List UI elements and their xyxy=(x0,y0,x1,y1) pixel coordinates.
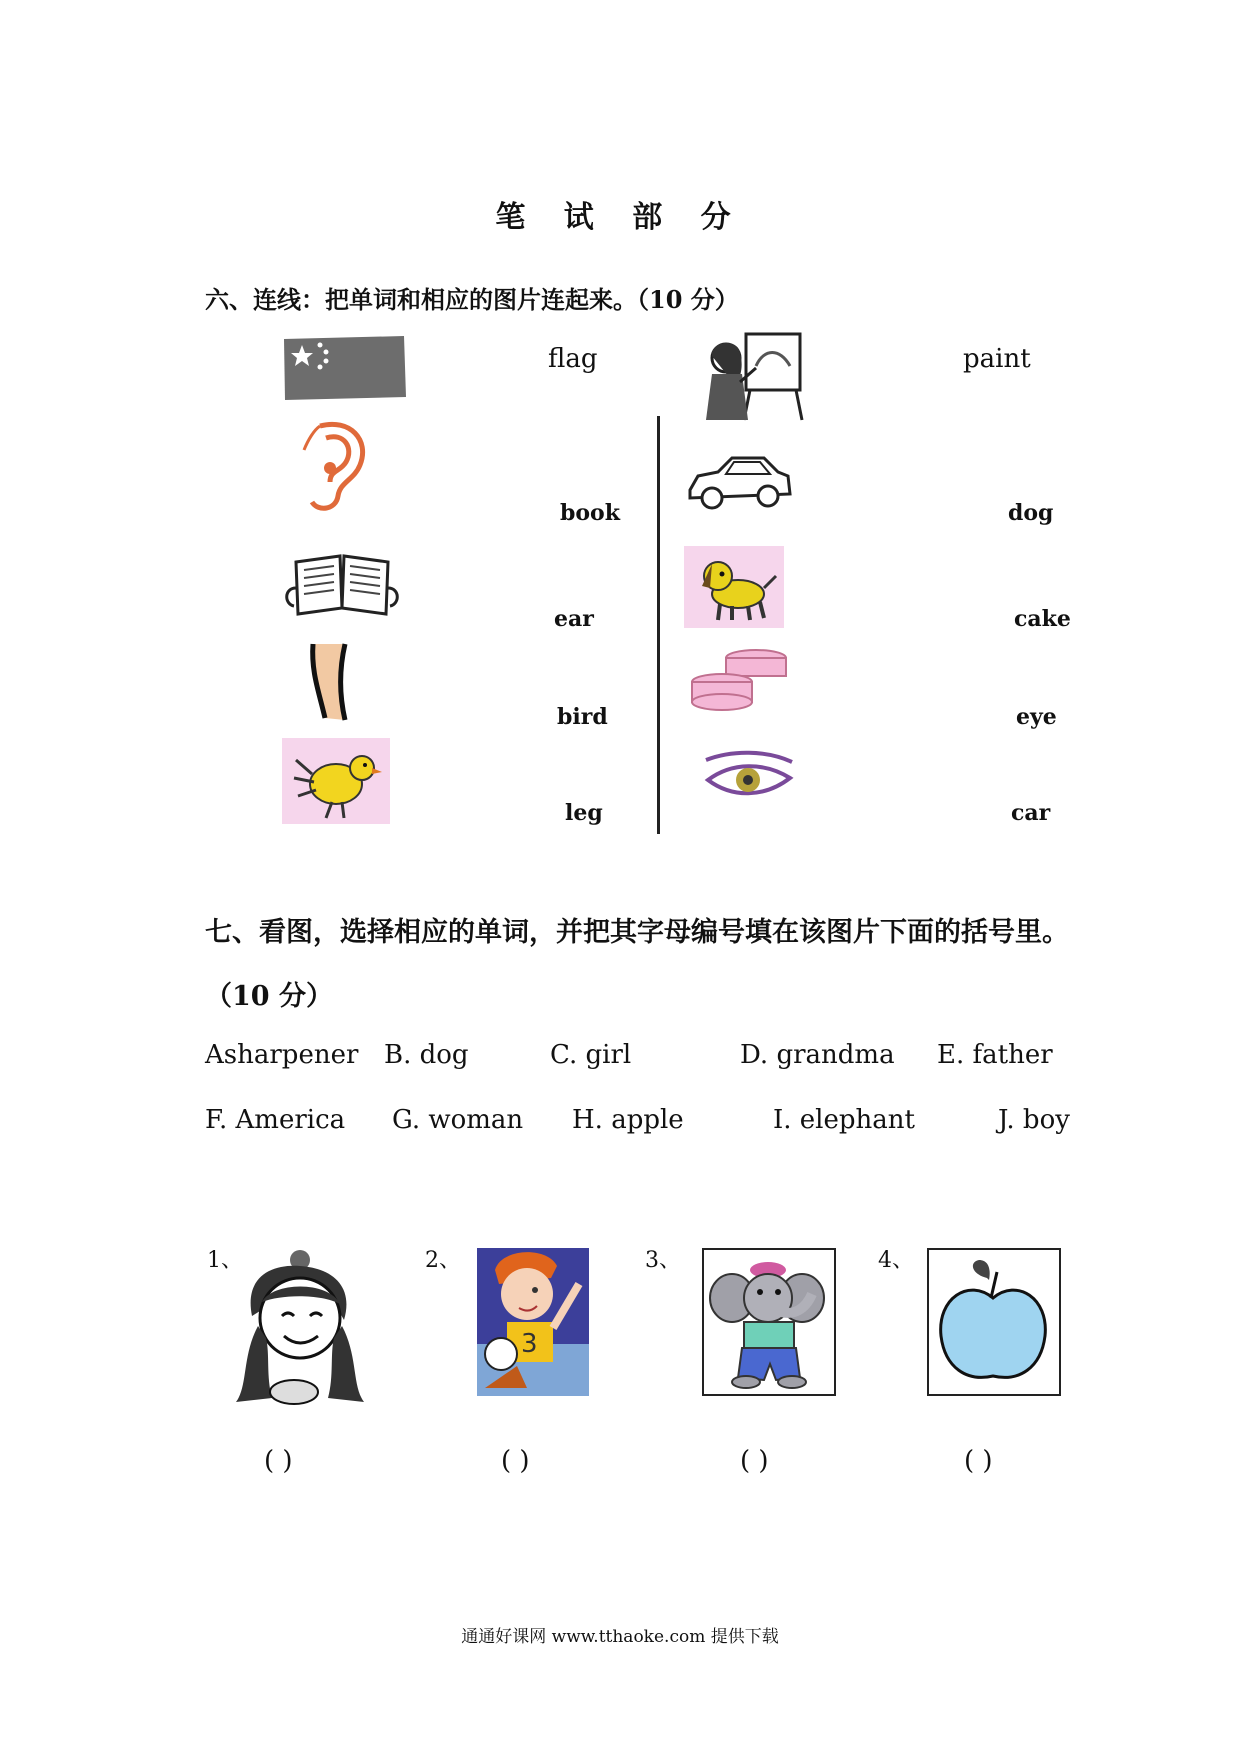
option-a: Asharpener xyxy=(205,1040,359,1070)
option-f: F. America xyxy=(205,1105,346,1135)
dog-picture xyxy=(684,546,784,628)
section6-heading: 六、连线：把单词和相应的图片连起来。（10 分） xyxy=(205,285,739,314)
word-leg: leg xyxy=(565,800,603,826)
boy-picture xyxy=(477,1248,589,1396)
apple-picture xyxy=(927,1248,1061,1396)
word-book: book xyxy=(560,500,620,526)
page-title: 笔 试 部 分 xyxy=(495,200,745,235)
section7-heading: 七、看图，选择相应的单词，并把其字母编号填在该图片下面的括号里。 xyxy=(205,917,1069,948)
option-e: E. father xyxy=(937,1040,1053,1070)
flag-picture xyxy=(282,335,407,401)
cake-picture xyxy=(686,646,792,716)
section7-score: （10 分） xyxy=(205,981,333,1012)
elephant-picture xyxy=(702,1248,836,1396)
option-g: G. woman xyxy=(392,1105,524,1135)
leg-picture xyxy=(305,642,355,722)
answer-blank-3[interactable]: ( ) xyxy=(740,1446,769,1476)
answer-blank-1[interactable]: ( ) xyxy=(264,1446,293,1476)
bird-picture xyxy=(282,738,390,824)
word-bird: bird xyxy=(557,704,608,730)
book-picture xyxy=(282,548,402,622)
item-number-3: 3、 xyxy=(645,1248,681,1273)
option-j: J. boy xyxy=(998,1105,1070,1135)
option-d: D. grandma xyxy=(740,1040,895,1070)
word-eye: eye xyxy=(1016,704,1057,730)
svg-text:3: 3 xyxy=(521,1329,538,1359)
word-flag: flag xyxy=(548,344,598,374)
girl-picture xyxy=(232,1246,366,1406)
paint-picture xyxy=(700,326,804,422)
word-paint: paint xyxy=(963,344,1031,374)
footer-note: 通通好课网 www.tthaoke.com 提供下载 xyxy=(461,1627,779,1647)
answer-blank-4[interactable]: ( ) xyxy=(964,1446,993,1476)
item-number-1: 1、 xyxy=(207,1248,243,1273)
ear-picture xyxy=(300,420,368,514)
word-ear: ear xyxy=(554,606,594,632)
car-picture xyxy=(684,450,794,516)
word-cake: cake xyxy=(1014,606,1071,632)
option-b: B. dog xyxy=(384,1040,469,1070)
option-i: I. elephant xyxy=(773,1105,915,1135)
word-dog: dog xyxy=(1008,500,1054,526)
option-c: C. girl xyxy=(550,1040,632,1070)
item-number-4: 4、 xyxy=(878,1248,914,1273)
option-h: H. apple xyxy=(572,1105,684,1135)
answer-blank-2[interactable]: ( ) xyxy=(501,1446,530,1476)
column-divider xyxy=(657,416,660,834)
word-car: car xyxy=(1011,800,1051,826)
eye-picture xyxy=(702,752,794,808)
item-number-2: 2、 xyxy=(425,1248,461,1273)
